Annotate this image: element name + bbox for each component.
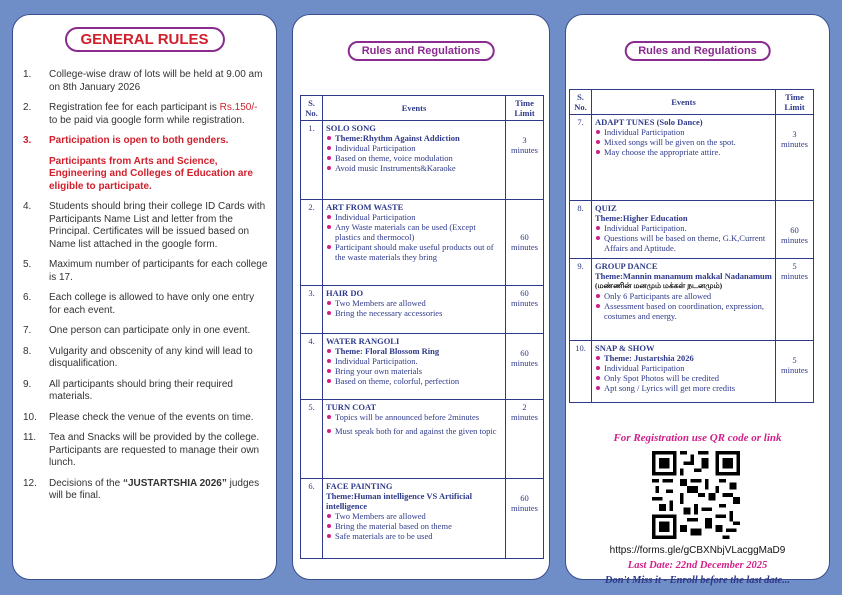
header-events: Events — [323, 96, 506, 121]
rule-item: 2. Registration fee for each participant is Rs.150/- to be paid via google form while registration. — [23, 102, 258, 126]
rules-list — [23, 69, 268, 511]
table-row: 1. SOLO SONG Theme:Rhythm Against Addiction Individual Participation Based on theme, voice modulation Avoid music Instruments&Karaoke 3 minutes — [301, 121, 544, 200]
rule-item: 5. Maximum number of participants for each college is 17. — [23, 259, 268, 283]
general-rules-title: GENERAL RULES — [64, 27, 224, 52]
table-row: 8. QUIZ Theme:Higher Education Individual Participation. Questions will be based on theme, G.K,Current Affairs and Aptitude. 60 minutes — [570, 201, 814, 259]
last-date: Last Date: 22nd December 2025 — [627, 560, 768, 571]
events-panel-1 — [292, 14, 550, 580]
rules-regulations-title: Rules and Regulations — [348, 41, 495, 61]
rule-item: 3. Participation is open to both genders. Participants from Arts and Science, Engineering and Colleges of Education are eligible to participate. — [23, 135, 268, 193]
rule-item: 12. Decisions of the “JUSTARTSHIA 2026” judges will be final. — [23, 477, 260, 501]
registration-instruction: For Registration use QR code or link — [613, 432, 782, 444]
events-panel-2 — [565, 14, 830, 586]
registration-link[interactable]: https://forms.gle/gCBXNbjVLacggMaD9 — [609, 545, 786, 556]
events-table — [300, 95, 544, 559]
rule-item: 1. College-wise draw of lots will be held at 9.00 am on 8th January 2026 — [23, 69, 263, 93]
table-row: 2. ART FROM WASTE Individual Participation Any Waste materials can be used (Except plastics and thermocol) Participant should make useful products out of the waste materials they bring 60 minutes — [301, 200, 544, 286]
rule-item: 8. Vulgarity and obscenity of any kind will lead to disqualification. — [23, 345, 253, 369]
eligibility-note: Participants from Arts and Science, Engineering and Colleges of Education are eligible to participate. — [49, 155, 253, 192]
table-row: 3. HAIR DO Two Members are allowed Bring the necessary accessories 60 minutes — [301, 286, 544, 334]
fee-amount: Rs.150/- — [219, 102, 258, 113]
header-time-limit: Time Limit — [776, 90, 814, 115]
rule-item: 10. Please check the venue of the events on time. — [23, 411, 254, 423]
header-sno: S. No. — [570, 90, 592, 115]
dont-miss-note: Don't Miss it - Enroll before the last date... — [604, 575, 791, 586]
rule-item: 6. Each college is allowed to have only one entry for each event. — [23, 292, 255, 316]
table-row: 4. WATER RANGOLI Theme: Floral Blossom Ring Individual Participation. Bring your own materials Based on theme, colorful, perfection 60 minutes — [301, 334, 544, 400]
rule-item: 7. One person can participate only in one event. — [23, 325, 251, 336]
header-events: Events — [592, 90, 776, 115]
table-row: 10. SNAP & SHOW Theme: Justartshia 2026 Individual Participation Only Spot Photos will be credited Apt song / Lyrics will get more credits 5 minutes — [570, 341, 814, 403]
general-rules-panel — [12, 14, 277, 580]
header-time-limit: Time Limit — [506, 96, 544, 121]
table-row: 5. TURN COAT Topics will be announced before 2minutes Must speak both for and against the given topic 2 minutes — [301, 400, 544, 479]
rules-regulations-title: Rules and Regulations — [624, 41, 771, 61]
rule-item: 11. Tea and Snacks will be provided by the college. Participants are requested to manage their own lunch. — [23, 432, 260, 468]
table-row: 7. ADAPT TUNES (Solo Dance) Individual Participation Mixed songs will be given on the spot. May choose the appropriate attire. 3 minutes — [570, 115, 814, 201]
header-sno: S. No. — [301, 96, 323, 121]
rule-item: 4. Students should bring their college ID Cards with Participants Name List and letter from the Principal. Certificates will be issued based on Name list attached in the google form. — [23, 201, 266, 250]
table-row: 6. FACE PAINTING Theme:Human intelligence VS Artificial intelligence Two Members are allowed Bring the material based on theme Safe materials are to be used 60 minutes — [301, 479, 544, 559]
events-table — [569, 89, 814, 403]
qr-code-icon[interactable] — [652, 451, 740, 539]
rule-item: 9. All participants should bring their required materials. — [23, 378, 233, 402]
table-row: 9. GROUP DANCE Theme:Mannin manamum makkal Nadanamum (மண்ணின் மனமும் மக்கள் நடனமும்) Only 6 Participants are allowed Assessment based on coordination, expression, costumes and energy. 5 minutes — [570, 259, 814, 341]
